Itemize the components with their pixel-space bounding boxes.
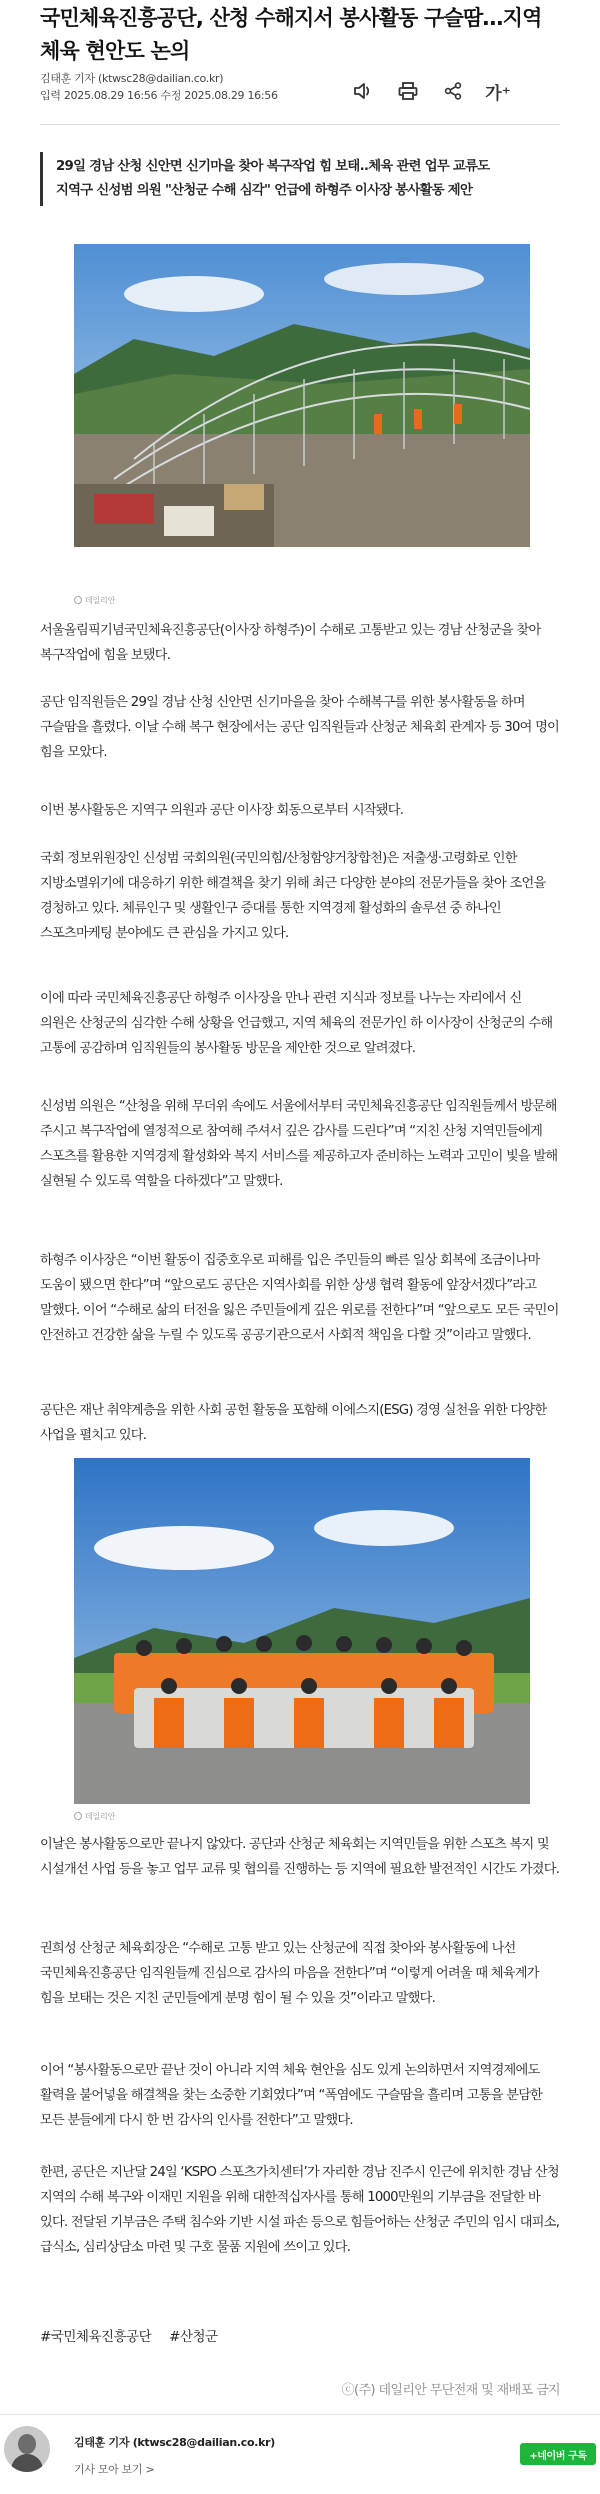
article-paragraph: 이어 “봉사활동으로만 끝난 것이 아니라 지역 체육 현안을 심도 있게 논의하면서 지역경제에도 활력을 불어넣을 해결책을 찾는 소중한 기회였다”며 “폭염에도 구슬땀을 흘리며 고통을 분담한 모든 분들에게 다시 한 번 감사의 인사를 전한다”고 말했다. <box>40 2063 543 2128</box>
camera-icon <box>74 596 82 604</box>
font-size-icon[interactable]: 가⁺ <box>485 83 511 104</box>
photo-credit: 데일리안 <box>74 1811 115 1822</box>
article-paragraph: 이번 봉사활동은 지역구 의원과 공단 이사장 회동으로부터 시작됐다. <box>40 803 404 818</box>
reporter-line: 김태훈 기자 (ktwsc28@dailian.co.kr) <box>40 72 224 85</box>
tag-link[interactable]: #산청군 <box>169 2329 218 2345</box>
reporter-name: 김태훈 기자 (ktwsc28@dailian.co.kr) <box>74 2436 275 2449</box>
article-photo-greenhouse <box>74 244 530 547</box>
article-paragraph: 한편, 공단은 지난달 24일 ‘KSPO 스포츠가치센터’가 자리한 경남 진주시 인근에 위치한 경남 산청 지역의 수해 복구와 이재민 지원을 위해 대한적십자사를 통해 1000만원의 기부금을 전달한 바 있다. 전달된 기부금은 주택 침수와 기반 시설 파손 등으로 힘들어하는 산청군 주민의 임시 대피소, 급식소, 심리상담소 마련 및 구호 물품 지원에 쓰이고 있다. <box>40 2165 560 2255</box>
article-paragraph: 이날은 봉사활동으로만 끝나지 않았다. 공단과 산청군 체육회는 지역민들을 위한 스포츠 복지 및 시설개선 사업 등을 놓고 업무 교류 및 협의를 진행하는 등 지역에 필요한 발전적인 시간도 가졌다. <box>40 1837 560 1877</box>
article-paragraph: 공단은 재난 취약계층을 위한 사회 공헌 활동을 포함해 이에스지(ESG) 경영 실천을 위한 다양한 사업을 펼치고 있다. <box>40 1403 547 1443</box>
article-toolbar <box>350 78 511 104</box>
speaker-icon[interactable] <box>350 78 376 104</box>
dates-line: 입력 2025.08.29 16:56 수정 2025.08.29 16:56 <box>40 89 278 102</box>
print-icon[interactable] <box>395 78 421 104</box>
reporter-more-link[interactable]: 기사 모아 보기 > <box>74 2463 155 2476</box>
camera-icon <box>74 1812 82 1820</box>
article-paragraph: 권희성 산청군 체육회장은 “수해로 고통 받고 있는 산청군에 직접 찾아와 봉사활동에 나선 국민체육진흥공단 임직원들께 진심으로 감사의 마음을 전한다”며 “이렇게 어려울 때 체육계가 힘을 보태는 것은 지친 군민들에게 분명 힘이 될 수 있을 것”이라고 말했다. <box>40 1941 539 2006</box>
article-paragraph: 국회 정보위원장인 신성범 국회의원(국민의힘/산청함양거창합천)은 저출생·고령화로 인한 지방소멸위기에 대응하기 위한 해결책을 찾기 위해 최근 다양한 분야의 전문가들을 찾아 조언을 경청하고 있다. 체류인구 및 생활인구 증대를 통한 지역경제 활성화의 솔루션 중 하나인 스포츠마케팅 분야에도 큰 관심을 가지고 있다. <box>40 851 546 941</box>
header-divider <box>40 124 560 125</box>
summary-line: 지역구 신성범 의원 "산청군 수해 심각" 언급에 하형주 이사장 봉사활동 제안 <box>56 183 473 198</box>
article-paragraph: 신성범 의원은 “산청을 위해 무더위 속에도 서울에서부터 국민체육진흥공단 임직원들께서 방문해 주시고 복구작업에 열정적으로 참여해 주셔서 깊은 감사를 드린다”며 “지친 산청 지역민들에게 스포츠를 활용한 지역경제 활성화와 복지 서비스를 제공하고자 준비하는 노력과 고민이 빛을 발해 실현될 수 있도록 역할을 다하겠다”고 말했다. <box>40 1099 558 1189</box>
photo-credit: 데일리안 <box>74 595 115 606</box>
tag-link[interactable]: #국민체육진흥공단 <box>40 2329 152 2345</box>
article-paragraph: 공단 임직원들은 29일 경남 산청 신안면 신기마을을 찾아 수해복구를 위한 봉사활동을 하며 구슬땀을 흘렸다. 이날 수해 복구 현장에서는 공단 임직원들과 산청군 체육회 관계자 등 30여 명이 힘을 모았다. <box>40 695 560 760</box>
article-photo-group <box>74 1458 530 1804</box>
tag-list <box>40 2325 218 2345</box>
article-paragraph: 하형주 이사장은 “이번 활동이 집중호우로 피해를 입은 주민들의 빠른 일상 회복에 조금이나마 도움이 됐으면 한다”며 “앞으로도 공단은 지역사회를 위한 상생 협력 활동에 앞장서겠다”라고 말했다. 이어 “수해로 삶의 터전을 잃은 주민들에게 깊은 위로를 전한다”며 “앞으로도 모든 국민이 안전하고 건강한 삶을 누릴 수 있도록 공공기관으로서 사회적 책임을 다할 것”이라고 말했다. <box>40 1253 559 1343</box>
article-title: 국민체육진흥공단, 산청 수해지서 봉사활동 구슬땀…지역체육 현안도 논의 <box>40 6 542 63</box>
summary-line: 29일 경남 산청 신안면 신기마을 찾아 복구작업 힘 보태..체육 관련 업무 교류도 <box>56 159 490 174</box>
article-paragraph: 이에 따라 국민체육진흥공단 하형주 이사장을 만나 관련 지식과 정보를 나누는 자리에서 신 의원은 산청군의 심각한 수해 상황을 언급했고, 지역 체육의 전문가인 하 이사장이 산청군의 수해 고통에 공감하며 임직원들의 봉사활동 방문을 제안한 것으로 알려졌다. <box>40 991 553 1056</box>
share-icon[interactable] <box>440 78 466 104</box>
article-paragraph: 서울올림픽기념국민체육진흥공단(이사장 하형주)이 수해로 고통받고 있는 경남 산청군을 찾아 복구작업에 힘을 보탰다. <box>40 623 541 663</box>
copyright-notice: ⓒ(주) 데일리안 무단전재 및 재배포 금지 <box>341 2383 560 2398</box>
reporter-avatar <box>4 2426 50 2472</box>
footer-divider <box>0 2414 600 2415</box>
article-meta <box>40 70 278 104</box>
naver-subscribe-button[interactable]: +네이버 구독 <box>520 2443 596 2465</box>
article-summary <box>40 152 560 206</box>
